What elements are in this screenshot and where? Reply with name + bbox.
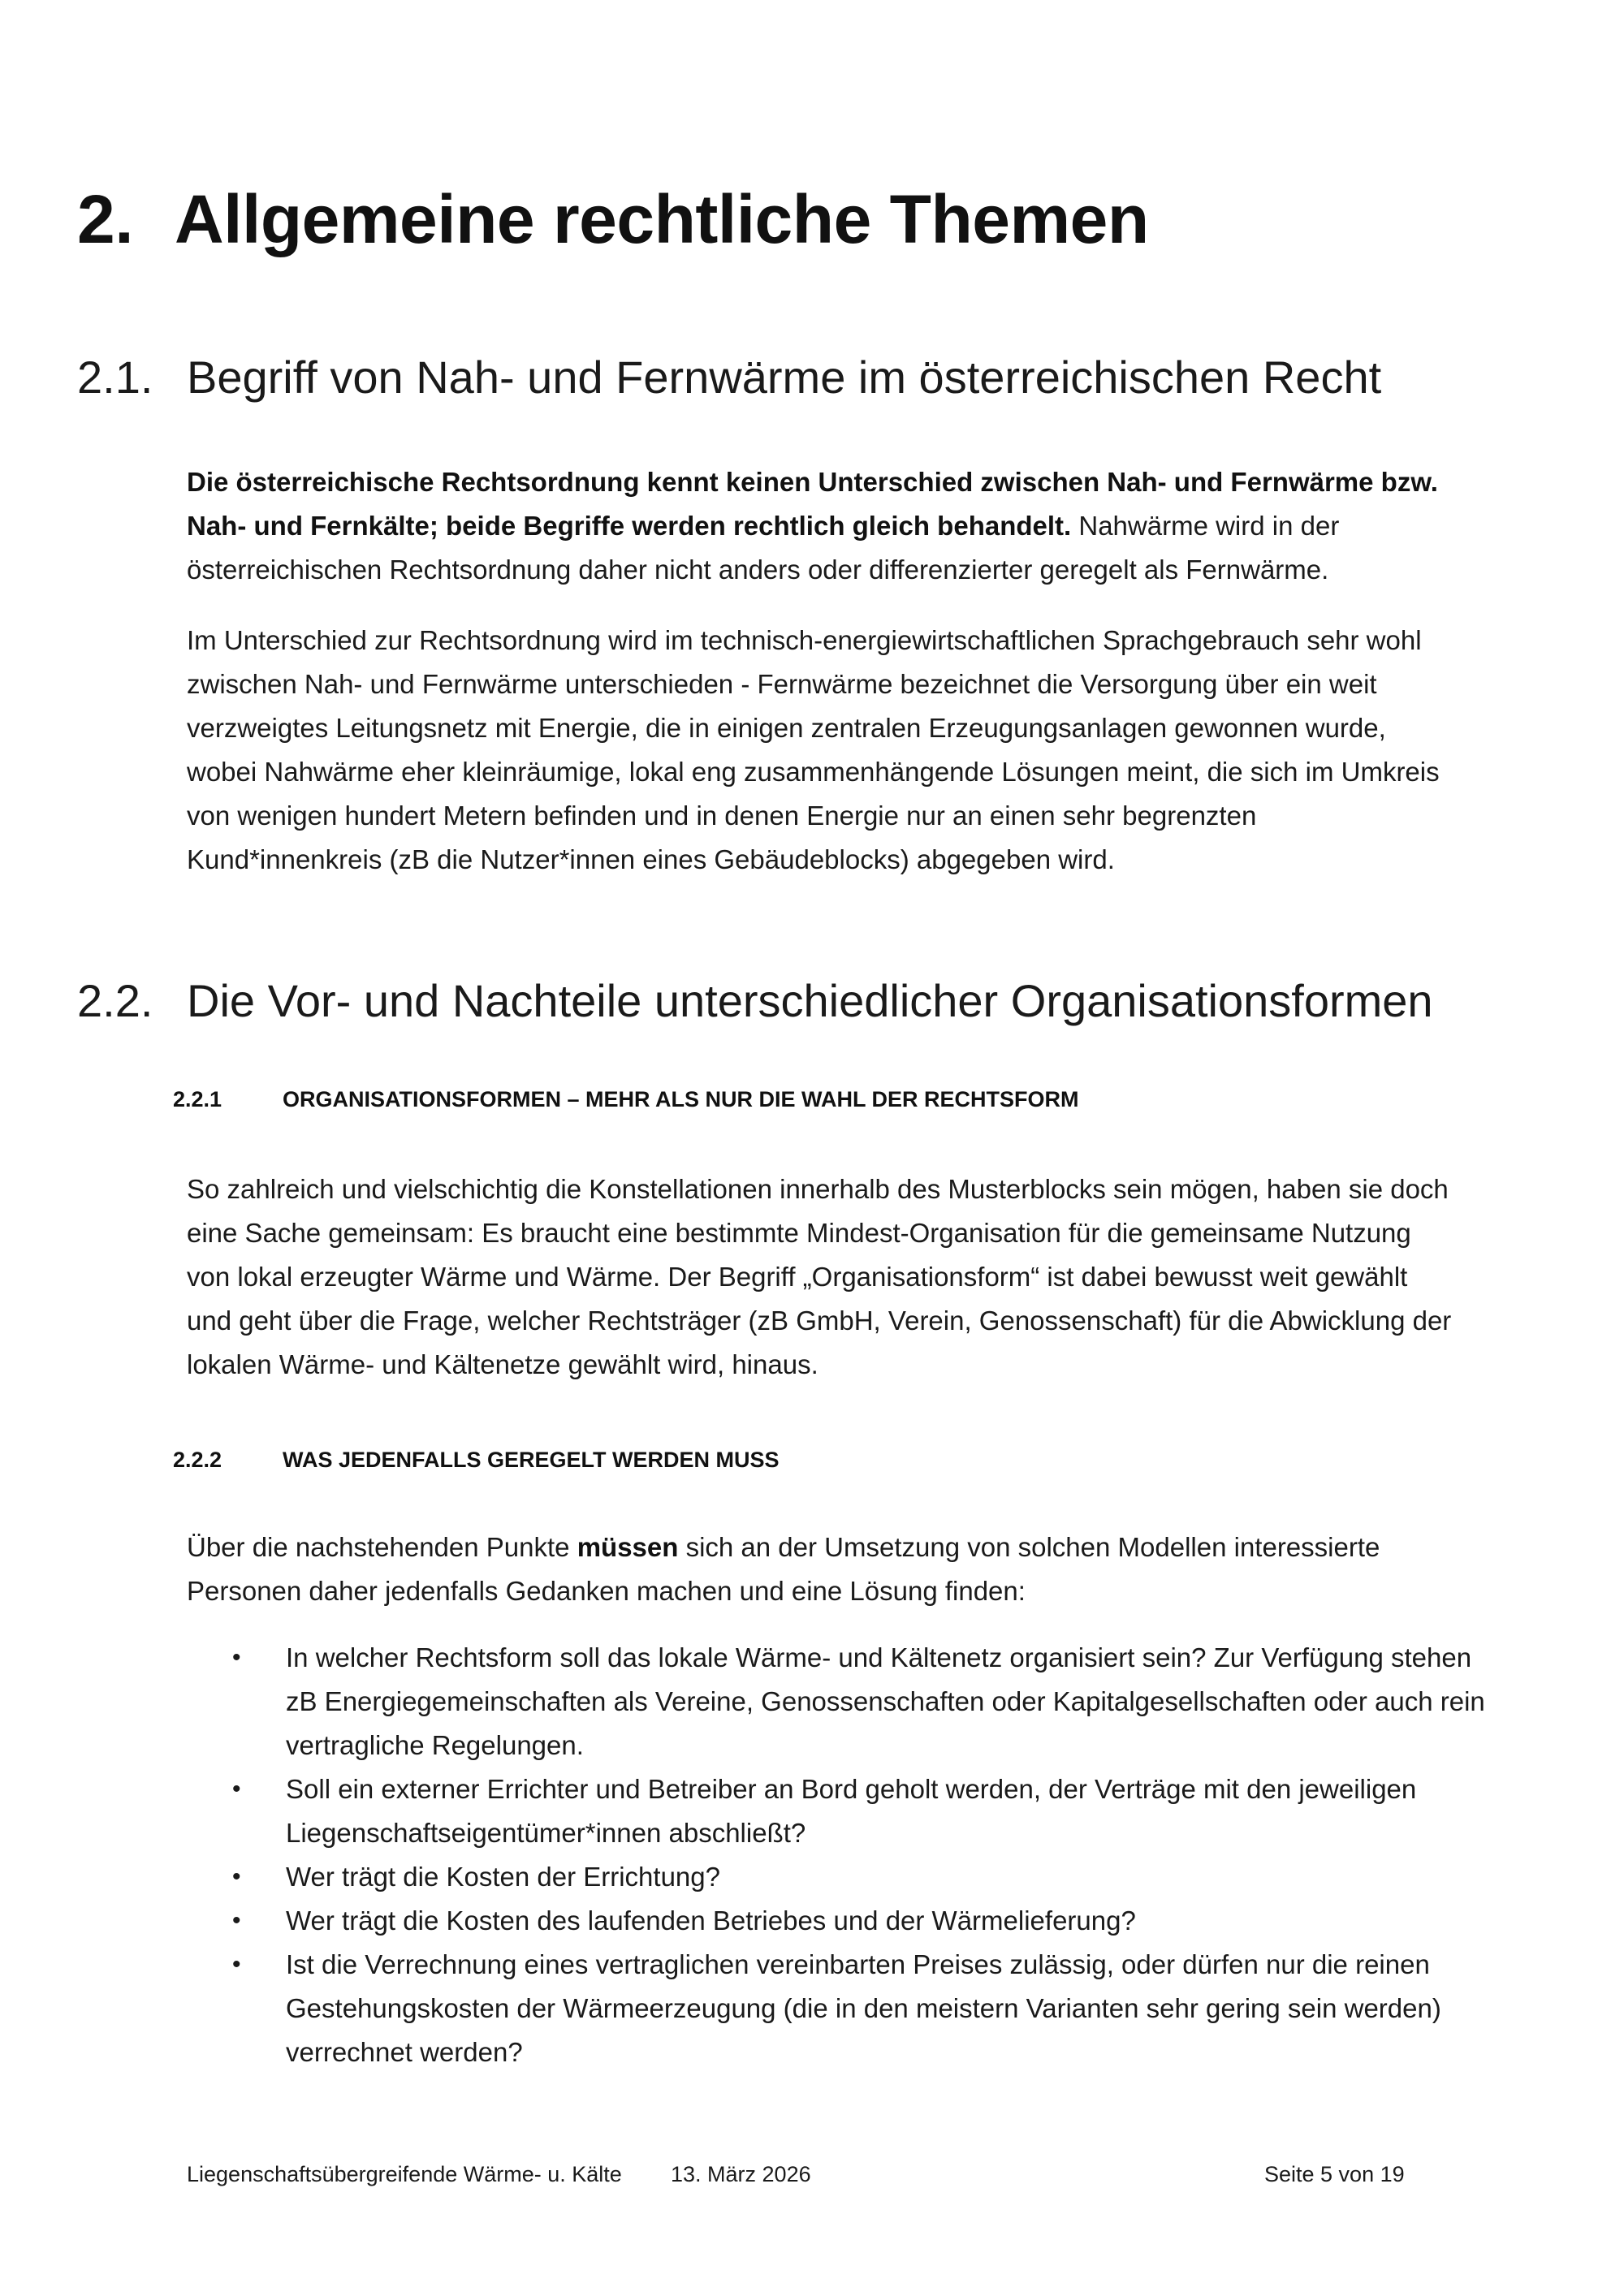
intro-text-after: sich an der Umsetzung von solchen Modellen interessierte Personen daher jedenfalls Gedanken machen und eine Lösung finden: xyxy=(187,1532,1380,1606)
footer-page-number: Seite 5 von 19 xyxy=(1264,2162,1405,2186)
section-2-1-number: 2.1. xyxy=(77,352,153,403)
section-2-2-heading xyxy=(77,974,1433,1027)
list-item xyxy=(187,1855,1486,1899)
footer-document-title: Liegenschaftsübergreifende Wärme- u. Kälte xyxy=(187,2162,622,2186)
section-2-1-paragraph-1-rest: Nahwärme wird in der österreichischen Rechtsordnung daher nicht anders oder differenzierter geregelt als Fernwärme. xyxy=(187,511,1340,585)
subsection-2-2-1-title: ORGANISATIONSFORMEN – MEHR ALS NUR DIE WAHL DER RECHTSFORM xyxy=(283,1087,1079,1111)
list-item-text: In welcher Rechtsform soll das lokale Wärme- und Kältenetz organisiert sein? Zur Verfügung stehen zB Energiegemeinschaften als Vereine, Genossenschaften oder Kapitalgesellschaften oder auch rein vertragliche Regelungen. xyxy=(286,1642,1485,1760)
chapter-heading xyxy=(77,180,1149,259)
subsection-2-2-2-intro xyxy=(187,1526,1453,1613)
section-2-1-paragraph-2: Im Unterschied zur Rechtsordnung wird im technisch-energiewirtschaftlichen Sprachgebrauch sehr wohl zwischen Nah- und Fernwärme unterschieden - Fernwärme bezeichnet die Versorgung über ein weit verzweigtes Leitungsnetz mit Energie, die in einigen zentralen Erzeugungsanlagen gewonnen wurde, wobei Nahwärme eher kleinräumige, lokal eng zusammenhängende Lösungen meint, die sich im Umkreis von wenigen hundert Metern befinden und in denen Energie nur an einen sehr begrenzten Kund*innenkreis (zB die Nutzer*innen eines Gebäudeblocks) abgegeben wird. xyxy=(187,625,1440,874)
section-2-1-bold-statement: Die österreichische Rechtsordnung kennt keinen Unterschied zwischen Nah- und Fernwärme bzw. Nah- und Fernkälte; beide Begriffe werden rechtlich gleich behandelt. xyxy=(187,467,1438,541)
subsection-2-2-1-number: 2.2.1 xyxy=(173,1087,222,1111)
section-2-2-number: 2.2. xyxy=(77,975,153,1026)
subsection-2-2-2-number: 2.2.2 xyxy=(173,1448,222,1472)
section-2-1-paragraph-1 xyxy=(187,460,1453,592)
list-item-text: Soll ein externer Errichter und Betreiber an Bord geholt werden, der Verträge mit den jeweiligen Liegenschaftseigentümer*innen abschließt? xyxy=(286,1774,1417,1848)
footer-date: 13. März 2026 xyxy=(671,2162,811,2186)
subsection-2-2-1-paragraph: So zahlreich und vielschichtig die Konstellationen innerhalb des Musterblocks sein mögen, haben sie doch eine Sache gemeinsam: Es braucht eine bestimmte Mindest-Organisation für die gemeinsame Nutzung von lokal erzeugter Wärme und Wärme. Der Begriff „Organisationsform“ ist dabei bewusst weit gewählt und geht über die Frage, welcher Rechtsträger (zB GmbH, Verein, Genossenschaft) für die Abwicklung der lokalen Wärme- und Kältenetze gewählt wird, hinaus. xyxy=(187,1174,1452,1379)
subsection-2-2-2-title: WAS JEDENFALLS GEREGELT WERDEN MUSS xyxy=(283,1448,780,1472)
bullet-icon: • xyxy=(232,1776,241,1802)
subsection-2-2-2-heading xyxy=(173,1448,780,1473)
list-item-text: Wer trägt die Kosten des laufenden Betriebes und der Wärmelieferung? xyxy=(286,1905,1136,1936)
list-item xyxy=(187,1899,1486,1943)
section-2-2-title: Die Vor- und Nachteile unterschiedlicher Organisationsformen xyxy=(187,975,1433,1026)
intro-text-before: Über die nachstehenden Punkte xyxy=(187,1532,577,1562)
requirements-bullet-list xyxy=(187,1636,1486,2074)
subsection-2-2-1-heading xyxy=(173,1087,1079,1112)
bullet-icon: • xyxy=(232,1907,241,1934)
bullet-icon: • xyxy=(232,1644,241,1671)
list-item xyxy=(187,1767,1486,1855)
section-2-1-title: Begriff von Nah- und Fernwärme im österreichischen Recht xyxy=(187,352,1382,403)
intro-emphasis: müssen xyxy=(577,1532,679,1562)
list-item-text: Ist die Verrechnung eines vertraglichen vereinbarten Preises zulässig, oder dürfen nur die reinen Gestehungskosten der Wärmeerzeugung (die in den meistern Varianten sehr gering sein werden) verrechnet werden? xyxy=(286,1949,1441,2067)
list-item xyxy=(187,1943,1486,2074)
list-item-text: Wer trägt die Kosten der Errichtung? xyxy=(286,1862,720,1892)
bullet-icon: • xyxy=(232,1863,241,1890)
list-item xyxy=(187,1636,1486,1767)
bullet-icon: • xyxy=(232,1951,241,1978)
chapter-number: 2. xyxy=(77,181,134,257)
section-2-1-heading xyxy=(77,351,1381,404)
chapter-title: Allgemeine rechtliche Themen xyxy=(175,181,1149,257)
